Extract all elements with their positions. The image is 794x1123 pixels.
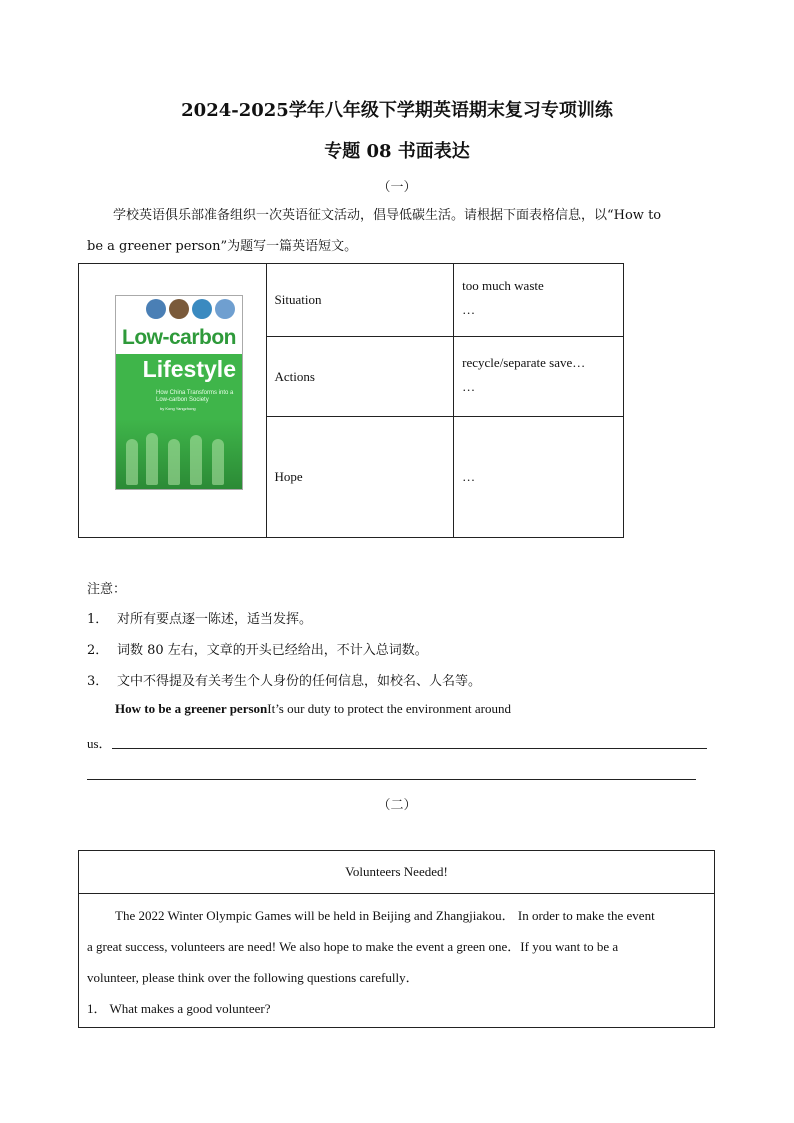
book-icons xyxy=(146,299,235,319)
page-title: 2024-2025学年八年级下学期英语期末复习专项训练 xyxy=(181,100,613,121)
book-author: by Kong Yangzhong xyxy=(160,406,196,411)
page-subtitle: 专题 08 书面表达 xyxy=(324,141,470,162)
note-item: 3． 文中不得提及有关考生个人身份的任何信息，如校名、人名等。 xyxy=(87,674,482,689)
book-title-bottom: Lifestyle xyxy=(142,356,236,382)
essay-opening xyxy=(115,701,511,717)
volunteer-notice-box xyxy=(78,850,715,1028)
notice-line: a great success, volunteers are need! We also hope to make the event a green one．If you want to be a xyxy=(87,939,619,954)
notice-line: volunteer, please think over the following questions carefully． xyxy=(87,970,419,985)
book-subtitle: How China Transforms into a Low-carbon Society xyxy=(156,390,234,403)
book-green-panel xyxy=(116,354,242,489)
essay-title: How to be a greener person xyxy=(115,701,268,716)
note-item: 1． 对所有要点逐一陈述，适当发挥。 xyxy=(87,612,313,627)
intro-line-2: be a greener person”为题写一篇英语短文。 xyxy=(87,239,358,254)
table-label: Situation xyxy=(266,264,454,337)
table-label: Hope xyxy=(266,417,454,538)
section-mark-1: （一） xyxy=(377,180,417,195)
book-title-top: Low-carbon xyxy=(122,326,236,349)
notice-title: Volunteers Needed! xyxy=(79,851,714,894)
intro-line-1: 学校英语俱乐部准备组织一次英语征文活动，倡导低碳生活。请根据下面表格信息，以“How to xyxy=(113,208,662,223)
book-people-illustration xyxy=(116,419,242,489)
book-cover-image xyxy=(115,295,243,490)
table-label: Actions xyxy=(266,337,454,417)
notice-line: 1． What makes a good volunteer? xyxy=(87,1001,271,1016)
planet-icon xyxy=(146,299,166,319)
essay-continue: us． xyxy=(87,736,112,751)
tree-icon xyxy=(169,299,189,319)
table-value: … xyxy=(454,417,624,538)
windmill-icon xyxy=(192,299,212,319)
answer-line xyxy=(87,779,696,780)
notes-title: 注意： xyxy=(87,582,127,597)
notice-body xyxy=(79,894,714,1024)
essay-start: It’s our duty to protect the environment around xyxy=(267,701,511,716)
turbine-icon xyxy=(215,299,235,319)
section-mark-2: （二） xyxy=(377,798,417,813)
notice-line: The 2022 Winter Olympic Games will be held in Beijing and Zhangjiakou． In order to make the event xyxy=(115,908,655,923)
answer-line xyxy=(112,748,707,749)
note-item: 2． 词数 80 左右，文章的开头已经给出，不计入总词数。 xyxy=(87,643,428,658)
table-value: recycle/separate save… … xyxy=(454,337,624,417)
table-value: too much waste … xyxy=(454,264,624,337)
